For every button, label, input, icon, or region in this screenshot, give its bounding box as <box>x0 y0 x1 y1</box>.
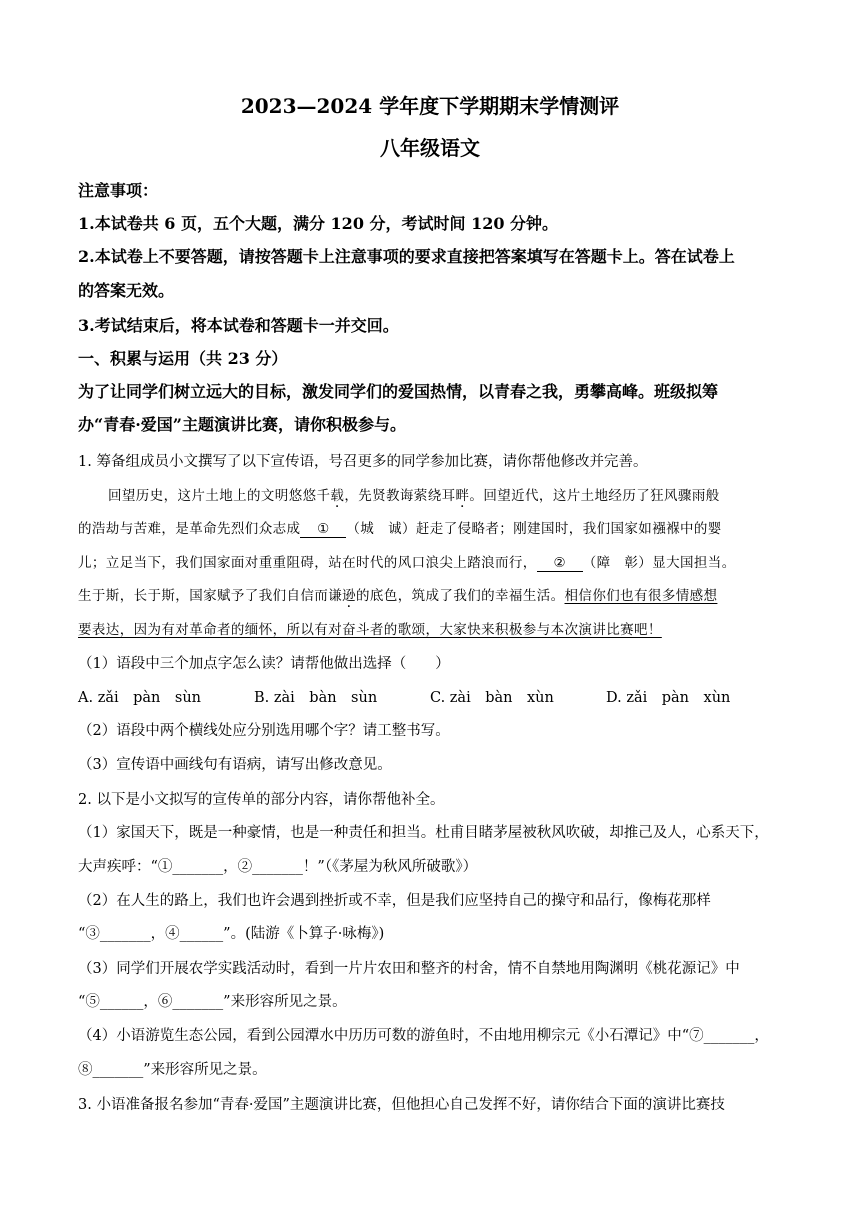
passage-line-4 <box>78 584 717 604</box>
blank-2: ② <box>537 555 583 572</box>
exam-title: 2023—2024 学年度下学期期末学情测评 <box>240 94 620 118</box>
passage-line-2 <box>78 517 722 538</box>
section-intro-1: 为了让同学们树立远大的目标，激发同学们的爱国热情，以青春之我，勇攀高峰。班级拟筹 <box>78 382 719 401</box>
dotted-char: 逊 <box>342 588 357 604</box>
blank-1: ① <box>300 521 346 538</box>
q1-sub-2: （2）语段中两个横线处应分别选用哪个字？请工整书写。 <box>78 723 450 739</box>
q2-part-3: （3）同学们开展农学实践活动时，看到一片片农田和整齐的村舍，情不自禁地用陶渊明《桃花源记》中 <box>78 961 740 977</box>
passage-text: 生于斯，长于斯，国家赋予了我们自信而谦 <box>78 588 343 604</box>
q2-part-1: （1）家国天下，既是一种豪情，也是一种责任和担当。杜甫目睹茅屋被秋风吹破，却推己及人，心系天下， <box>78 825 769 841</box>
q1-sub-1: （1）语段中三个加点字怎么读？请帮他做出选择（ ） <box>78 656 450 672</box>
passage-line-3 <box>78 551 736 572</box>
passage-text: （障 彰）显大国担当。 <box>582 555 736 571</box>
passage-text: （城 诚）赶走了侵略者；刚建国时，我们国家如襁褓中的婴 <box>346 521 722 537</box>
notice-item-1: 1.本试卷共 6 页，五个大题，满分 120 分，考试时间 120 分钟。 <box>78 214 559 233</box>
question-2-stem: 2. 以下是小文拟写的宣传单的部分内容，请你帮他补全。 <box>78 792 445 808</box>
q2-part-2-cont: “③_______，④______”。(陆游《卜算子·咏梅》) <box>78 926 385 942</box>
option-b: B. zài bàn sùn <box>254 690 378 706</box>
q2-part-3-cont: “⑤______，⑥_______”来形容所见之景。 <box>78 994 347 1010</box>
option-d: D. zǎi pàn xùn <box>606 690 731 706</box>
notice-heading: 注意事项： <box>78 181 159 200</box>
notice-item-2-cont: 的答案无效。 <box>78 281 175 300</box>
passage-line-1 <box>108 484 720 504</box>
section-intro-2: 办“青春·爱国”主题演讲比赛，请你积极参与。 <box>78 415 406 434</box>
exam-subtitle: 八年级语文 <box>380 136 480 160</box>
option-c: C. zài bàn xùn <box>430 690 554 706</box>
passage-text: 的底色，筑成了我们的幸福生活。 <box>356 588 565 604</box>
q2-part-4-cont: ⑧_______”来形容所见之景。 <box>78 1062 267 1078</box>
passage-line-5: 要表达，因为有对革命者的缅怀，所以有对奋斗者的歌颂，大家快来积极参与本次演讲比赛吧！ <box>78 622 662 638</box>
question-3-stem: 3. 小语准备报名参加“青春·爱国”主题演讲比赛，但他担心自己发挥不好，请你结合下面的演讲比赛技 <box>78 1097 725 1113</box>
q2-part-2: （2）在人生的路上，我们也许会遇到挫折或不幸，但是我们应坚持自己的操守和品行，像梅花那样 <box>78 893 711 909</box>
q2-part-4: （4）小语游览生态公园，看到公园潭水中历历可数的游鱼时，不由地用柳宗元《小石潭记》中“⑦_______， <box>78 1028 769 1044</box>
dotted-char: 畔 <box>455 488 470 504</box>
option-a: A. zǎi pàn sùn <box>78 690 201 706</box>
question-1-stem: 1. 筹备组成员小文撰写了以下宣传语，号召更多的同学参加比赛，请你帮他修改并完善。 <box>78 454 648 470</box>
passage-text: 。回望近代，这片土地经历了狂风骤雨般 <box>469 488 720 504</box>
passage-text: 儿；立足当下，我们国家面对重重阻碍，站在时代的风口浪尖上踏浪而行， <box>78 555 537 571</box>
dotted-char: 载 <box>330 488 345 504</box>
passage-text: 的浩劫与苦难，是革命先烈们众志成 <box>78 521 301 537</box>
q1-options <box>78 686 730 707</box>
q2-part-1-cont: 大声疾呼：“①_______，②_______！”（《茅屋为秋风所破歌》） <box>78 859 478 875</box>
passage-text: 回望历史，这片土地上的文明悠悠千 <box>108 488 331 504</box>
section-heading: 一、积累与运用（共 23 分） <box>78 349 288 368</box>
notice-item-3: 3.考试结束后，将本试卷和答题卡一并交回。 <box>78 316 399 335</box>
passage-text: ，先贤教诲萦绕耳 <box>344 488 456 504</box>
notice-item-2: 2.本试卷上不要答题，请按答题卡上注意事项的要求直接把答案填写在答题卡上。答在试卷上 <box>78 247 735 266</box>
q1-sub-3: （3）宣传语中画线句有语病，请写出修改意见。 <box>78 757 392 773</box>
underlined-sentence: 相信你们也有很多情感想 <box>564 588 718 604</box>
